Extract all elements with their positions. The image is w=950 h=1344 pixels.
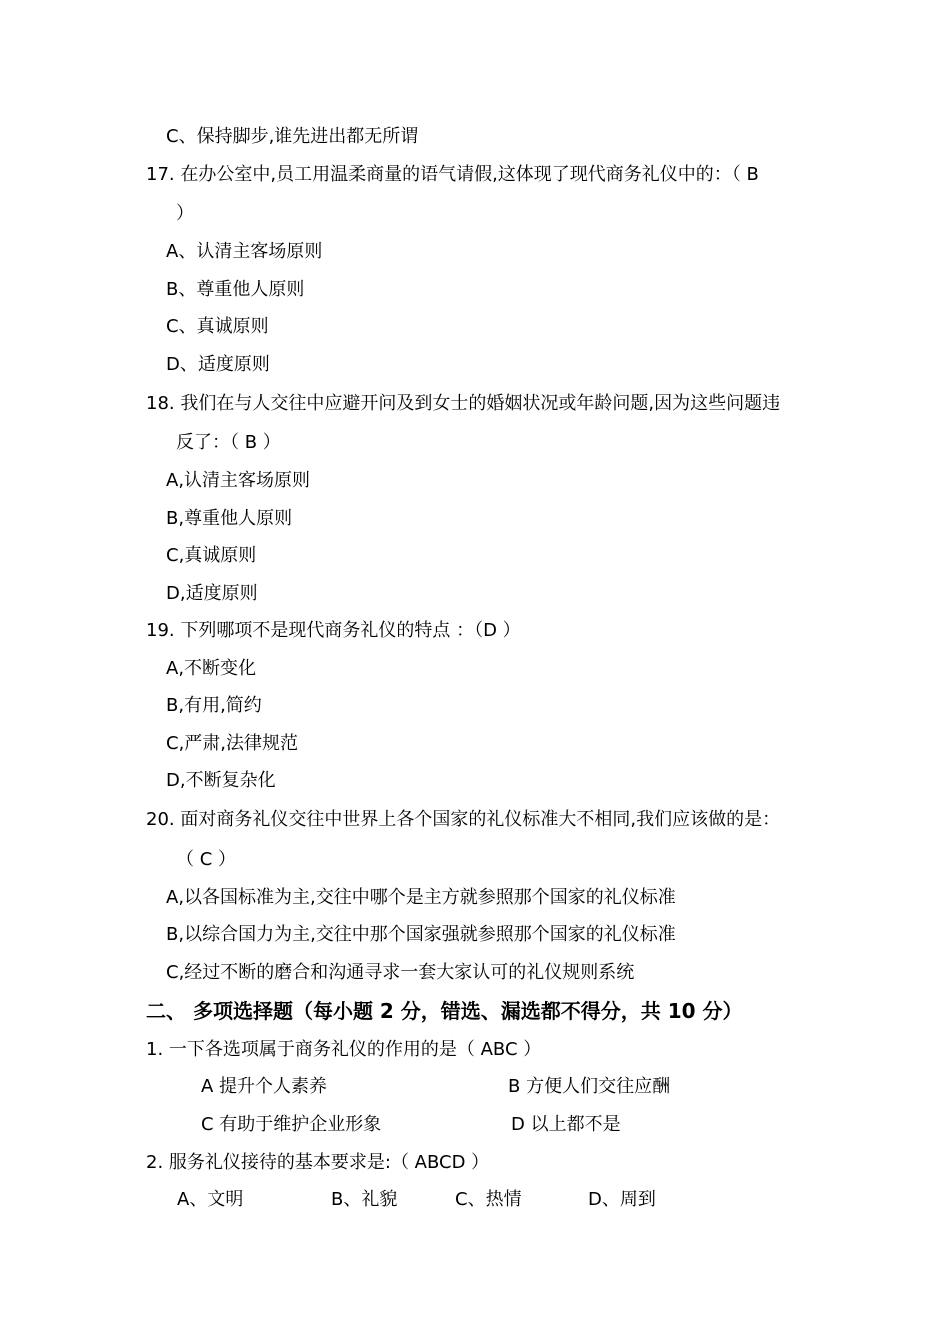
q17-option-d: D、适度原则 bbox=[166, 354, 270, 375]
q16-option-c: C、保持脚步,谁先进出都无所谓 bbox=[166, 126, 419, 147]
q18-option-a: A,认清主客场原则 bbox=[166, 470, 311, 491]
q19-option-b: B,有用,简约 bbox=[166, 695, 262, 716]
q19-stem: 19. 下列哪项不是现代商务礼仪的特点 ：（D ） bbox=[146, 620, 521, 641]
multi-q2-option-a: A、文明 bbox=[177, 1189, 244, 1210]
q20-stem-continued: （ C ） bbox=[176, 849, 237, 870]
q18-option-d: D,适度原则 bbox=[166, 583, 258, 604]
multi-q2-option-c: C、热情 bbox=[455, 1189, 522, 1210]
multi-q1-option-d: D 以上都不是 bbox=[511, 1114, 621, 1135]
q19-option-c: C,严肃,法律规范 bbox=[166, 733, 299, 754]
multi-q2-option-d: D、周到 bbox=[588, 1189, 656, 1210]
q17-option-c: C、真诚原则 bbox=[166, 316, 269, 337]
multi-q1-stem: 1. 一下各选项属于商务礼仪的作用的是（ ABC ） bbox=[146, 1039, 542, 1060]
q19-option-a: A,不断变化 bbox=[166, 658, 257, 679]
q18-option-c: C,真诚原则 bbox=[166, 545, 257, 566]
q20-option-c: C,经过不断的磨合和沟通寻求一套大家认可的礼仪规则系统 bbox=[166, 962, 635, 983]
q18-option-b: B,尊重他人原则 bbox=[166, 508, 293, 529]
q18-stem: 18. 我们在与人交往中应避开问及到女士的婚姻状况或年龄问题,因为这些问题违 bbox=[146, 393, 781, 414]
q18-stem-continued: 反了：（ B ） bbox=[176, 432, 281, 453]
q20-option-a: A,以各国标准为主,交往中哪个是主方就参照那个国家的礼仪标准 bbox=[166, 887, 676, 908]
q17-stem-continued: ） bbox=[176, 203, 194, 224]
section-two-heading: 二、 多项选择题（每小题 2 分，错选、漏选都不得分，共 10 分） bbox=[146, 999, 743, 1023]
multi-q2-stem: 2. 服务礼仪接待的基本要求是:（ ABCD ） bbox=[146, 1152, 490, 1173]
multi-q1-option-a: A 提升个人素养 bbox=[201, 1076, 328, 1097]
q20-stem: 20. 面对商务礼仪交往中世界上各个国家的礼仪标准大不相同,我们应该做的是： bbox=[146, 809, 781, 830]
multi-q1-option-c: C 有助于维护企业形象 bbox=[201, 1114, 382, 1135]
q17-option-b: B、尊重他人原则 bbox=[166, 279, 305, 300]
q17-option-a: A、认清主客场原则 bbox=[166, 241, 323, 262]
q19-option-d: D,不断复杂化 bbox=[166, 770, 276, 791]
multi-q1-option-b: B 方便人们交往应酬 bbox=[508, 1076, 671, 1097]
q17-stem: 17. 在办公室中,员工用温柔商量的语气请假,这体现了现代商务礼仪中的：（ B bbox=[146, 164, 759, 185]
q20-option-b: B,以综合国力为主,交往中那个国家强就参照那个国家的礼仪标准 bbox=[166, 924, 676, 945]
multi-q2-option-b: B、礼貌 bbox=[331, 1189, 398, 1210]
